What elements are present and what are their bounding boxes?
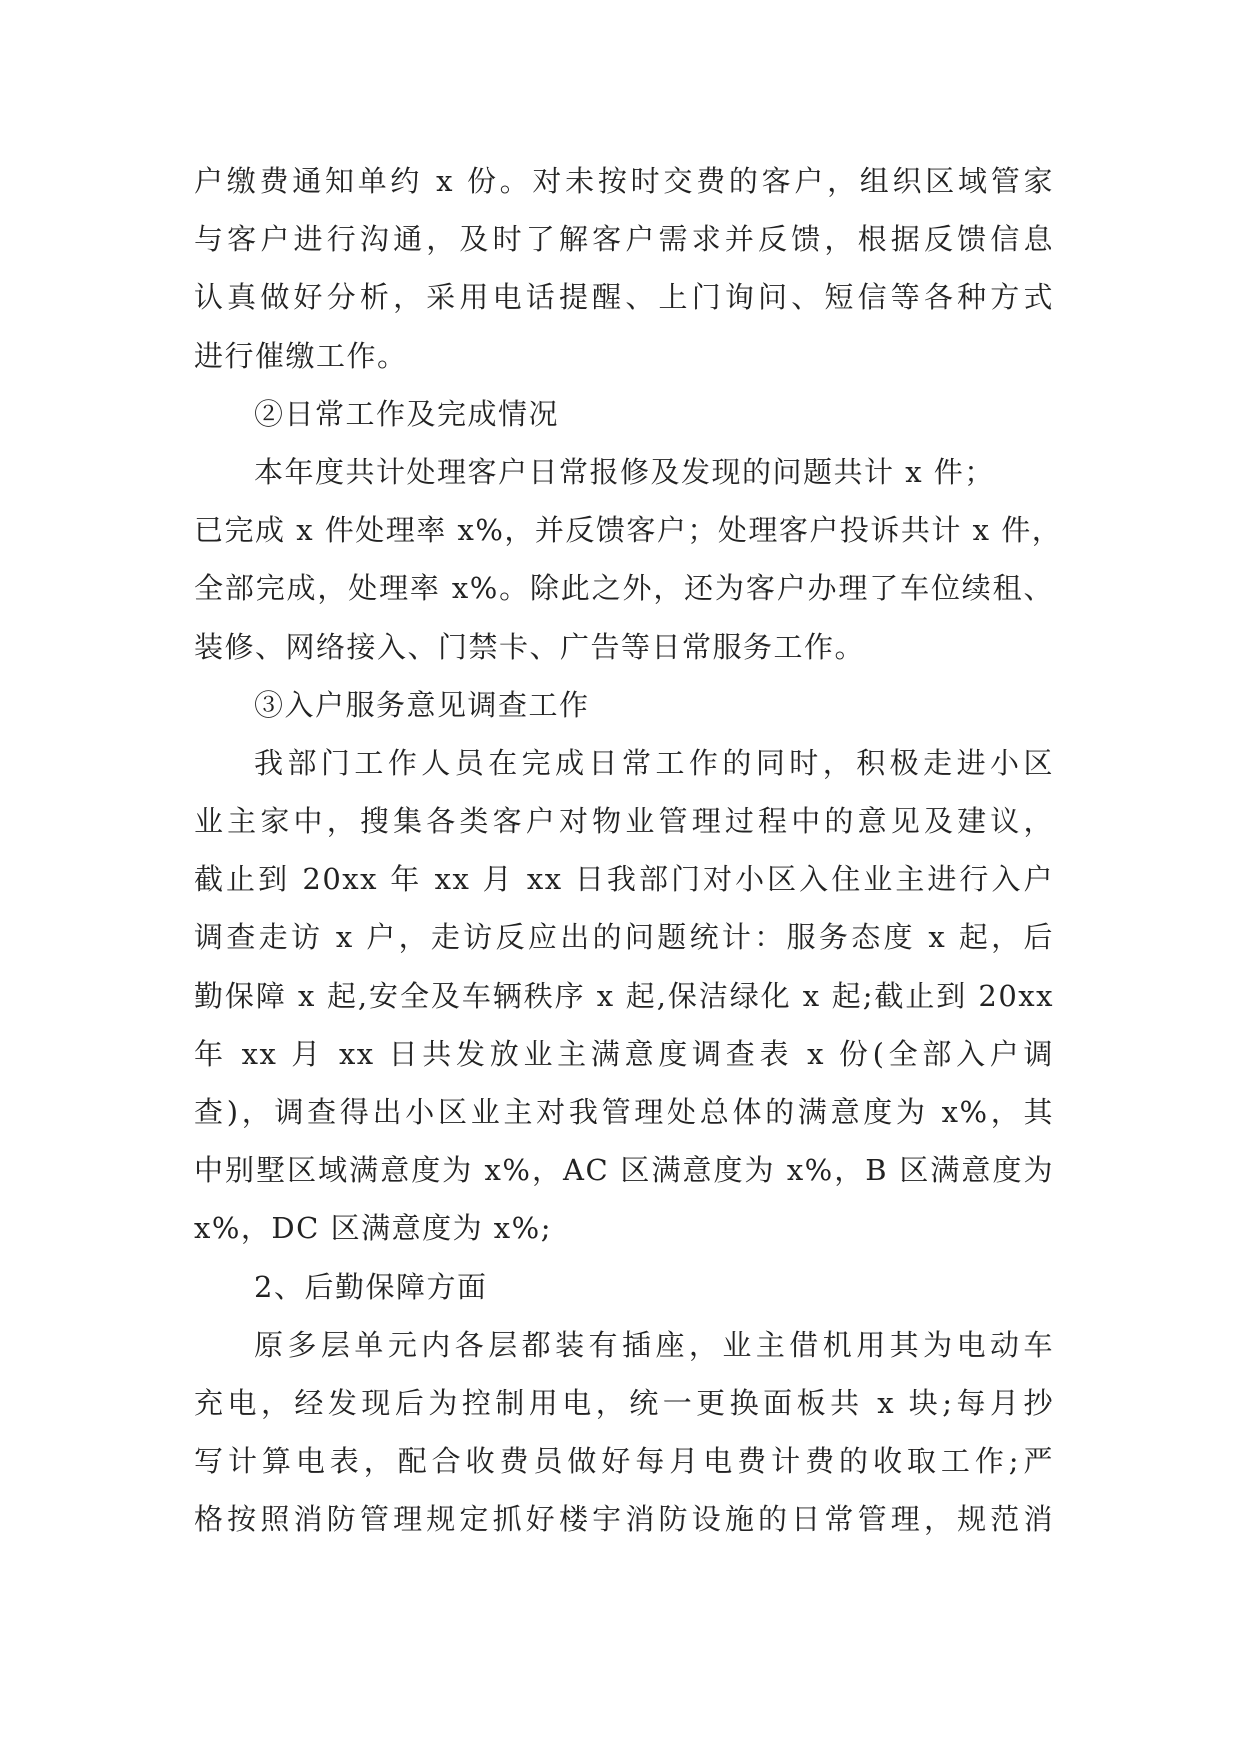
text-line: 户缴费通知单约 x 份。对未按时交费的客户，组织区域管家 bbox=[194, 164, 1054, 198]
text-line: 与客户进行沟通，及时了解客户需求并反馈，根据反馈信息 bbox=[194, 222, 1054, 257]
section-heading: ③入户服务意见调查工作 bbox=[254, 687, 590, 722]
text-line: 进行催缴工作。 bbox=[194, 338, 408, 373]
text-line: 写计算电表，配合收费员做好每月电费计费的收取工作;严 bbox=[194, 1444, 1054, 1479]
text-line: 原多层单元内各层都装有插座，业主借机用其为电动车 bbox=[254, 1327, 1054, 1362]
section-heading: 2、后勤保障方面 bbox=[254, 1269, 488, 1304]
section-heading: ②日常工作及完成情况 bbox=[254, 396, 560, 431]
text-line: 已完成 x 件处理率 x%，并反馈客户；处理客户投诉共计 x 件， bbox=[194, 513, 1063, 548]
text-line: 业主家中，搜集各类客户对物业管理过程中的意见及建议， bbox=[194, 804, 1054, 839]
text-line: 本年度共计处理客户日常报修及发现的问题共计 x 件； bbox=[254, 454, 995, 489]
text-line: 中别墅区域满意度为 x%，AC 区满意度为 x%，B 区满意度为 bbox=[194, 1153, 1054, 1188]
text-line: 充电，经发现后为控制用电，统一更换面板共 x 块;每月抄 bbox=[194, 1385, 1054, 1420]
text-line: 查)，调查得出小区业主对我管理处总体的满意度为 x%，其 bbox=[194, 1095, 1054, 1129]
document-body bbox=[194, 152, 1063, 1549]
text-line: 全部完成，处理率 x%。除此之外，还为客户办理了车位续租、 bbox=[194, 571, 1054, 606]
text-line: 年 xx 月 xx 日共发放业主满意度调查表 x 份(全部入户调 bbox=[194, 1036, 1054, 1071]
text-line: 装修、网络接入、门禁卡、广告等日常服务工作。 bbox=[194, 629, 866, 664]
text-line: 调查走访 x 户，走访反应出的问题统计：服务态度 x 起，后 bbox=[194, 920, 1054, 955]
text-line: 截止到 20xx 年 xx 月 xx 日我部门对小区入住业主进行入户 bbox=[194, 862, 1054, 897]
text-line: 认真做好分析，采用电话提醒、上门询问、短信等各种方式 bbox=[194, 280, 1054, 315]
text-line: x%，DC 区满意度为 x%; bbox=[194, 1211, 552, 1246]
text-line: 勤保障 x 起,安全及车辆秩序 x 起,保洁绿化 x 起;截止到 20xx bbox=[194, 978, 1054, 1013]
text-line: 我部门工作人员在完成日常工作的同时，积极走进小区 bbox=[254, 745, 1054, 780]
text-line: 格按照消防管理规定抓好楼宇消防设施的日常管理，规范消 bbox=[194, 1502, 1054, 1537]
